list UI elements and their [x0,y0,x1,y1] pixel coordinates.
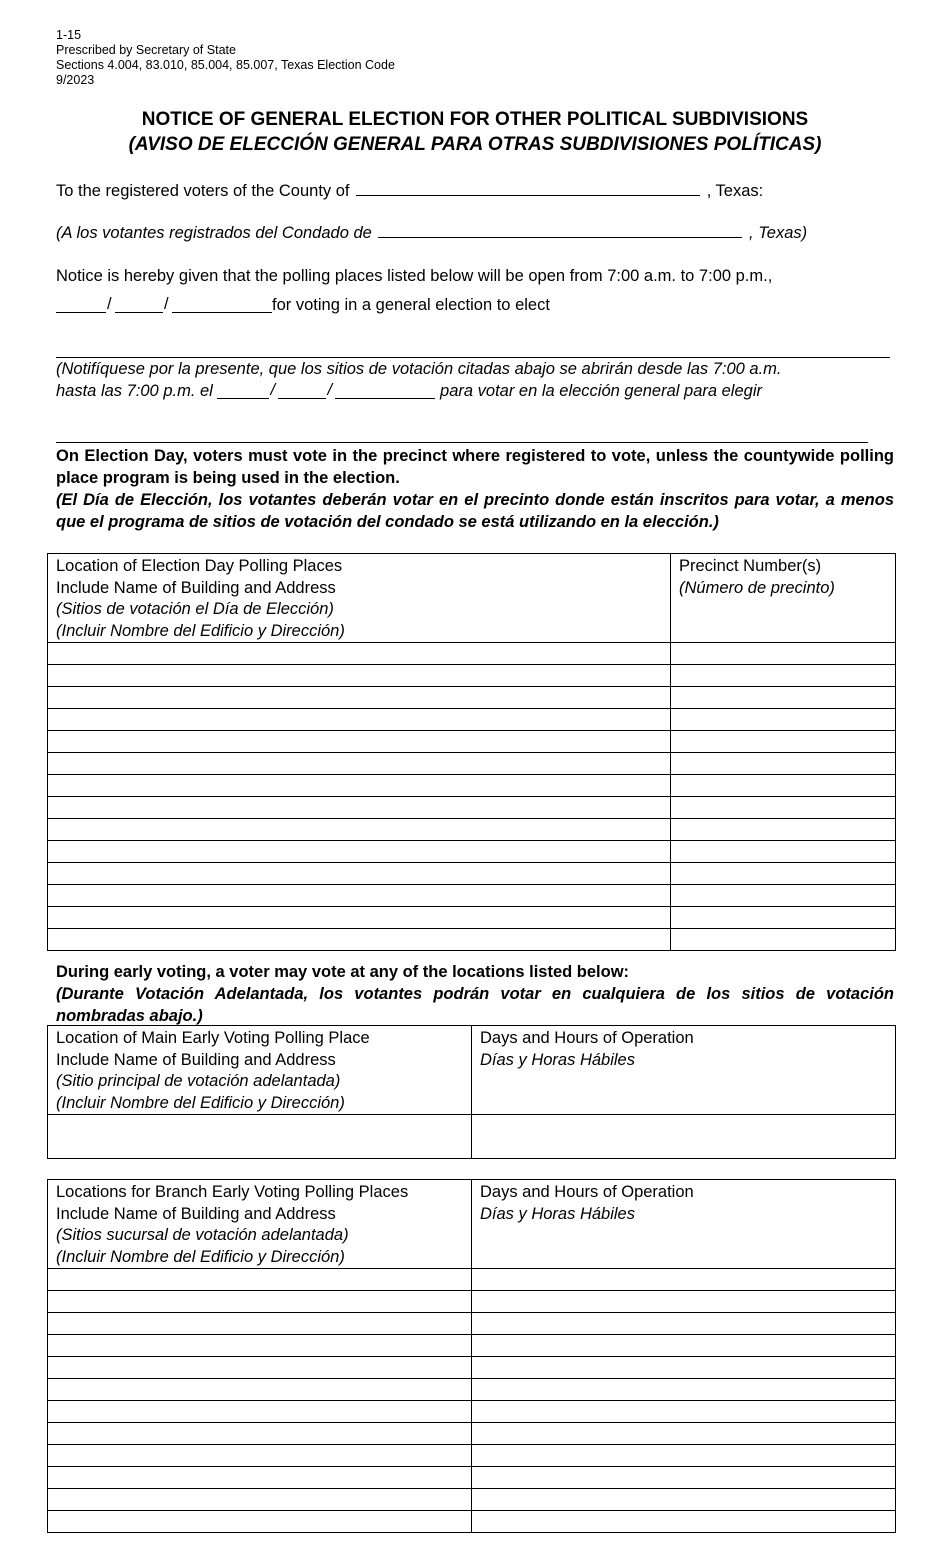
location-cell[interactable] [48,643,671,665]
value-cell[interactable] [472,1357,896,1379]
county-en-prefix: To the registered voters of the County of [56,182,350,200]
value-cell[interactable] [472,1115,896,1159]
table-row [48,775,896,797]
value-cell[interactable] [671,819,896,841]
header-line: Precinct Number(s) [679,557,822,575]
value-cell[interactable] [671,709,896,731]
location-cell[interactable] [48,1511,472,1533]
title-spanish: (AVISO DE ELECCIÓN GENERAL PARA OTRAS SUBDIVISIONES POLÍTICAS) [128,134,822,155]
location-cell[interactable] [48,863,671,885]
value-cell[interactable] [671,731,896,753]
table-row [48,1357,896,1379]
value-cell[interactable] [472,1489,896,1511]
header-line: (Incluir Nombre del Edificio y Dirección) [56,621,345,640]
county-en-blank[interactable] [356,181,700,196]
header-line: (Incluir Nombre del Edificio y Dirección) [56,1093,345,1112]
notice-es-line-1: (Notifíquese por la presente, que los sitios de votación citadas abajo se abrirán desde las 7:00 a.m. [56,360,782,378]
header-line: (Número de precinto) [679,578,835,597]
precinct-number-header [671,554,896,643]
header-line: Days and Hours of Operation [480,1183,694,1201]
table-row [48,1489,896,1511]
table-row [48,907,896,929]
table-header-row [48,1026,896,1115]
branch-location-header [48,1180,472,1269]
table-row [48,1401,896,1423]
value-cell[interactable] [671,687,896,709]
location-cell[interactable] [48,1489,472,1511]
location-cell[interactable] [48,1423,472,1445]
location-cell[interactable] [48,1269,472,1291]
table-row [48,1115,896,1159]
form-number: 1-15 [56,28,82,42]
location-cell[interactable] [48,1291,472,1313]
location-cell[interactable] [48,929,671,951]
election-day-polling-table [47,553,896,951]
value-cell[interactable] [671,929,896,951]
county-es-suffix: , Texas) [749,224,808,242]
table-row [48,1467,896,1489]
value-cell[interactable] [671,885,896,907]
prescribed-by: Prescribed by Secretary of State [56,43,236,57]
table-row [48,1313,896,1335]
location-cell[interactable] [48,709,671,731]
table-row [48,797,896,819]
main-hours-header [472,1026,896,1115]
value-cell[interactable] [472,1335,896,1357]
value-cell[interactable] [671,643,896,665]
location-cell[interactable] [48,885,671,907]
location-cell[interactable] [48,753,671,775]
location-cell[interactable] [48,1445,472,1467]
header-line: Location of Election Day Polling Places [56,557,343,575]
header-line: Days and Hours of Operation [480,1029,694,1047]
title-english: NOTICE OF GENERAL ELECTION FOR OTHER POLITICAL SUBDIVISIONS [141,109,809,130]
notice-en-line-2 [56,295,550,315]
header-line: (Sitio principal de votación adelantada) [56,1072,341,1090]
location-cell[interactable] [48,819,671,841]
election-day-notice-es: (El Día de Elección, los votantes deberán votar en el precinto donde están inscritos para votar, a menos que el programa de sitios de votación del condado se está utilizando en la elección.) [56,491,894,531]
county-line-english [56,181,763,201]
table-row [48,1423,896,1445]
branch-early-voting-rows [48,1269,896,1533]
header-line: Location of Main Early Voting Polling Place [56,1029,370,1047]
header-line: (Sitios de votación el Día de Elección) [56,600,334,618]
value-cell[interactable] [671,665,896,687]
code-sections: Sections 4.004, 83.010, 85.004, 85.007, Texas Election Code [56,58,395,72]
early-voting-notice-en: During early voting, a voter may vote at any of the locations listed below: [56,963,630,981]
branch-hours-header [472,1180,896,1269]
notice-en-line-1: Notice is hereby given that the polling places listed below will be open from 7:00 a.m. to 7:00 p.m., [56,267,773,285]
county-line-spanish [56,223,807,243]
header-line: (Sitios sucursal de votación adelantada) [56,1226,349,1244]
header-line: Días y Horas Hábiles [480,1204,635,1223]
table-header-row [48,554,896,643]
value-cell[interactable] [671,775,896,797]
value-cell[interactable] [472,1313,896,1335]
location-cell[interactable] [48,1401,472,1423]
value-cell[interactable] [472,1269,896,1291]
election-day-location-header [48,554,671,643]
notice-es-line-2 [56,381,762,401]
header-line: Include Name of Building and Address [56,578,336,597]
location-cell[interactable] [48,687,671,709]
location-cell[interactable] [48,665,671,687]
value-cell[interactable] [472,1401,896,1423]
table-header-row [48,1180,896,1269]
value-cell[interactable] [472,1291,896,1313]
location-cell[interactable] [48,1467,472,1489]
date-blank-es[interactable]: / / [217,382,435,396]
notice-es-suffix: para votar en la elección general para elegir [440,382,762,400]
table-row [48,731,896,753]
value-cell[interactable] [472,1379,896,1401]
table-row [48,709,896,731]
value-cell[interactable] [472,1511,896,1533]
location-cell[interactable] [48,1379,472,1401]
header-line: Locations for Branch Early Voting Polling Places [56,1183,409,1201]
header-line: (Incluir Nombre del Edificio y Dirección) [56,1247,345,1266]
value-cell[interactable] [671,863,896,885]
county-es-prefix: (A los votantes registrados del Condado de [56,224,372,242]
location-cell[interactable] [48,1357,472,1379]
value-cell[interactable] [671,907,896,929]
county-es-blank[interactable] [378,223,742,238]
value-cell[interactable] [472,1467,896,1489]
table-row [48,819,896,841]
form-header [56,28,395,88]
header-line: Include Name of Building and Address [56,1204,336,1223]
location-cell[interactable] [48,907,671,929]
notice-es-prefix: hasta las 7:00 p.m. el [56,382,213,400]
date-blank-en[interactable]: / / [56,296,272,310]
table-row [48,665,896,687]
table-row [48,753,896,775]
location-cell[interactable] [48,775,671,797]
value-cell[interactable] [671,841,896,863]
offices-blank-en[interactable] [56,357,890,358]
table-row [48,841,896,863]
table-row [48,885,896,907]
table-row [48,1445,896,1467]
value-cell[interactable] [472,1423,896,1445]
table-row [48,1269,896,1291]
table-row [48,1291,896,1313]
main-early-voting-rows [48,1115,896,1159]
header-line: Include Name of Building and Address [56,1050,336,1069]
table-row [48,643,896,665]
main-early-voting-table [47,1025,896,1159]
location-cell[interactable] [48,1335,472,1357]
table-row [48,863,896,885]
table-row [48,687,896,709]
table-row [48,1335,896,1357]
table-row [48,1379,896,1401]
election-day-notice [56,445,894,533]
branch-early-voting-table [47,1179,896,1533]
election-day-notice-en: On Election Day, voters must vote in the precinct where registered to vote, unless the countywide polling place program is being used in the election. [56,447,894,487]
header-line: Días y Horas Hábiles [480,1050,635,1069]
form-date: 9/2023 [56,73,95,87]
location-cell[interactable] [48,841,671,863]
value-cell[interactable] [671,797,896,819]
notice-en-line-2-text: for voting in a general election to elect [272,296,550,314]
county-en-suffix: , Texas: [706,182,764,200]
value-cell[interactable] [472,1445,896,1467]
location-cell[interactable] [48,731,671,753]
table-row [48,929,896,951]
early-voting-notice-es: (Durante Votación Adelantada, los votantes podrán votar en cualquiera de los sitios de votación nombradas abajo.) [56,985,894,1025]
location-cell[interactable] [48,797,671,819]
election-day-rows [48,643,896,951]
early-voting-notice [56,961,894,1027]
value-cell[interactable] [671,753,896,775]
main-location-header [48,1026,472,1115]
offices-blank-es[interactable] [56,442,868,443]
location-cell[interactable] [48,1115,472,1159]
table-row [48,1511,896,1533]
location-cell[interactable] [48,1313,472,1335]
